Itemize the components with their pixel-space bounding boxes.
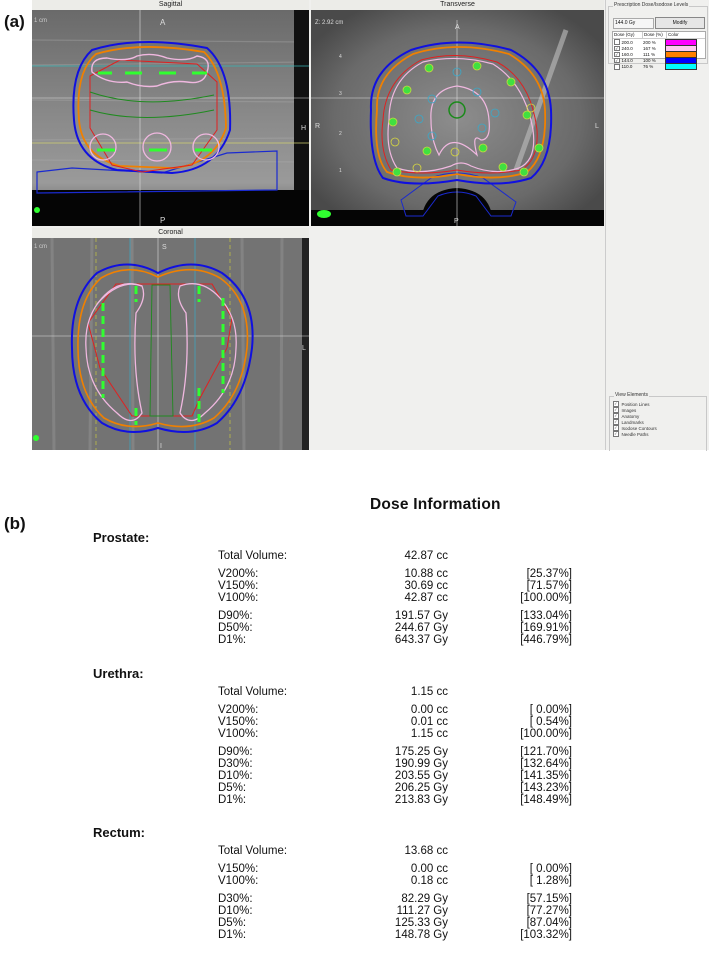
prescription-dose-field[interactable]: 144.0 Gy — [613, 18, 654, 29]
urethra-row: V150%: 0.01 cc [ 0.54%] — [218, 716, 572, 728]
urethra-row: Total Volume: 1.15 cc — [218, 686, 448, 698]
isodose-checkbox[interactable]: ✓ — [615, 57, 619, 63]
checkbox[interactable]: ✓ — [614, 431, 618, 437]
figure-label-b: (b) — [4, 514, 26, 533]
transverse-marker-right: L — [595, 123, 599, 130]
svg-text:1: 1 — [339, 168, 342, 174]
prostate-row: D50%: 244.67 Gy [169.91%] — [218, 622, 572, 634]
transverse-marker-top: A — [455, 24, 460, 31]
coronal-marker-bottom: I — [160, 443, 162, 450]
prostate-row: V200%: 10.88 cc [25.37%] — [218, 568, 572, 580]
isodose-checkbox[interactable]: ✓ — [615, 51, 619, 57]
sagittal-marker-top: A — [160, 18, 166, 27]
transverse-view[interactable] — [311, 0, 604, 226]
svg-text:3: 3 — [339, 91, 342, 97]
view-element-isodose-contours[interactable]: ✓ Isodose Contours — [614, 425, 657, 431]
prostate-row: V150%: 30.69 cc [71.57%] — [218, 580, 572, 592]
coronal-image[interactable] — [32, 238, 309, 450]
isodose-checkbox[interactable] — [614, 64, 620, 70]
transverse-marker-bottom: P — [454, 218, 459, 225]
checkbox[interactable]: ✓ — [614, 407, 618, 413]
coronal-scale: 1 cm — [34, 244, 48, 250]
transverse-marker-left: R — [315, 123, 321, 130]
urethra-row: D1%: 213.83 Gy [148.49%] — [218, 794, 572, 806]
sagittal-title: Sagittal — [32, 0, 309, 11]
sagittal-marker-right: H — [301, 125, 307, 132]
orientation-icon — [317, 210, 331, 218]
report-title: Dose Information — [370, 496, 501, 513]
modify-button[interactable]: Modify — [655, 17, 705, 29]
rectum-row: D1%: 148.78 Gy [103.32%] — [218, 929, 572, 941]
urethra-row: D5%: 206.25 Gy [143.23%] — [218, 782, 572, 794]
checkbox[interactable]: ✓ — [614, 401, 618, 407]
urethra-row: D90%: 175.25 Gy [121.70%] — [218, 746, 572, 758]
checkbox[interactable]: ✓ — [614, 413, 618, 419]
view-element-needle-paths[interactable]: ✓ Needle Paths — [614, 431, 649, 437]
isodose-checkbox[interactable]: ✓ — [615, 45, 619, 51]
isodose-row-160[interactable]: ✓ 160.0 111 % — [613, 51, 705, 57]
transverse-scale: Z: 2.92 cm — [315, 20, 344, 26]
prostate-row: D90%: 191.57 Gy [133.04%] — [218, 610, 572, 622]
sagittal-image[interactable] — [32, 10, 309, 226]
view-elements-title: View Elements — [615, 392, 648, 398]
prostate-row: Total Volume: 42.87 cc — [218, 550, 448, 562]
prescription-group-title: Prescription Dose/Isodose Levels — [614, 2, 689, 8]
rectum-row: D5%: 125.33 Gy [87.04%] — [218, 917, 572, 929]
isodose-checkbox[interactable] — [614, 39, 620, 45]
coronal-view[interactable] — [32, 228, 309, 450]
isodose-row-240[interactable]: ✓ 240.0 167 % — [613, 45, 705, 51]
orientation-icon — [33, 435, 39, 441]
planning-app-window — [32, 0, 709, 450]
isodose-levels-table — [612, 31, 706, 70]
rectum-row: D30%: 82.29 Gy [57.15%] — [218, 893, 572, 905]
rectum-row: Total Volume: 13.68 cc — [218, 845, 448, 857]
checkbox[interactable]: ✓ — [614, 419, 618, 425]
urethra-row: D30%: 190.99 Gy [132.64%] — [218, 758, 572, 770]
view-elements-group — [609, 392, 707, 451]
isodose-table-header: Dose (Gy) Dose (%) Color — [613, 32, 705, 39]
coronal-marker-top: S — [162, 244, 167, 251]
view-element-images[interactable]: ✓ Images — [614, 407, 637, 413]
rectum-row: D10%: 111.27 Gy [77.27%] — [218, 905, 572, 917]
figure-label-a: (a) — [4, 12, 25, 31]
prescription-group — [608, 2, 708, 70]
dose-report — [0, 480, 709, 967]
isodose-color-swatch[interactable] — [665, 63, 697, 70]
rectum-row: V150%: 0.00 cc [ 0.00%] — [218, 863, 572, 875]
transverse-title: Transverse — [311, 0, 604, 11]
orientation-icon — [34, 207, 40, 213]
coronal-title: Coronal — [32, 228, 309, 239]
view-element-anatomy[interactable]: ✓ Anatomy — [614, 413, 640, 419]
section-urethra-title: Urethra: — [93, 666, 144, 681]
side-panel — [605, 0, 709, 450]
svg-text:4: 4 — [339, 54, 342, 60]
section-rectum-title: Rectum: — [93, 825, 146, 840]
svg-text:2: 2 — [339, 131, 342, 137]
urethra-row: V200%: 0.00 cc [ 0.00%] — [218, 704, 572, 716]
sagittal-view[interactable] — [32, 0, 309, 226]
isodose-row-110[interactable]: 110.0 76 % — [613, 64, 705, 70]
isodose-row-200[interactable]: 200.0 200 % — [613, 39, 705, 45]
prostate-row: D1%: 643.37 Gy [446.79%] — [218, 634, 572, 646]
prostate-row: V100%: 42.87 cc [100.00%] — [218, 592, 572, 604]
sagittal-marker-bottom: P — [160, 216, 166, 225]
isodose-row-144[interactable]: ✓ 144.0 100 % — [613, 58, 705, 64]
transverse-image[interactable] — [311, 10, 604, 226]
sagittal-scale: 1 cm — [34, 18, 48, 24]
view-element-landmarks[interactable]: ✓ Landmarks — [614, 419, 644, 425]
coronal-marker-right: L — [302, 345, 306, 352]
rectum-row: V100%: 0.18 cc [ 1.28%] — [218, 875, 572, 887]
urethra-row: D10%: 203.55 Gy [141.35%] — [218, 770, 572, 782]
checkbox[interactable]: ✓ — [614, 425, 618, 431]
urethra-row: V100%: 1.15 cc [100.00%] — [218, 728, 572, 740]
view-element-position-lines[interactable]: ✓ Position Lines — [614, 401, 650, 407]
section-prostate-title: Prostate: — [93, 530, 150, 545]
